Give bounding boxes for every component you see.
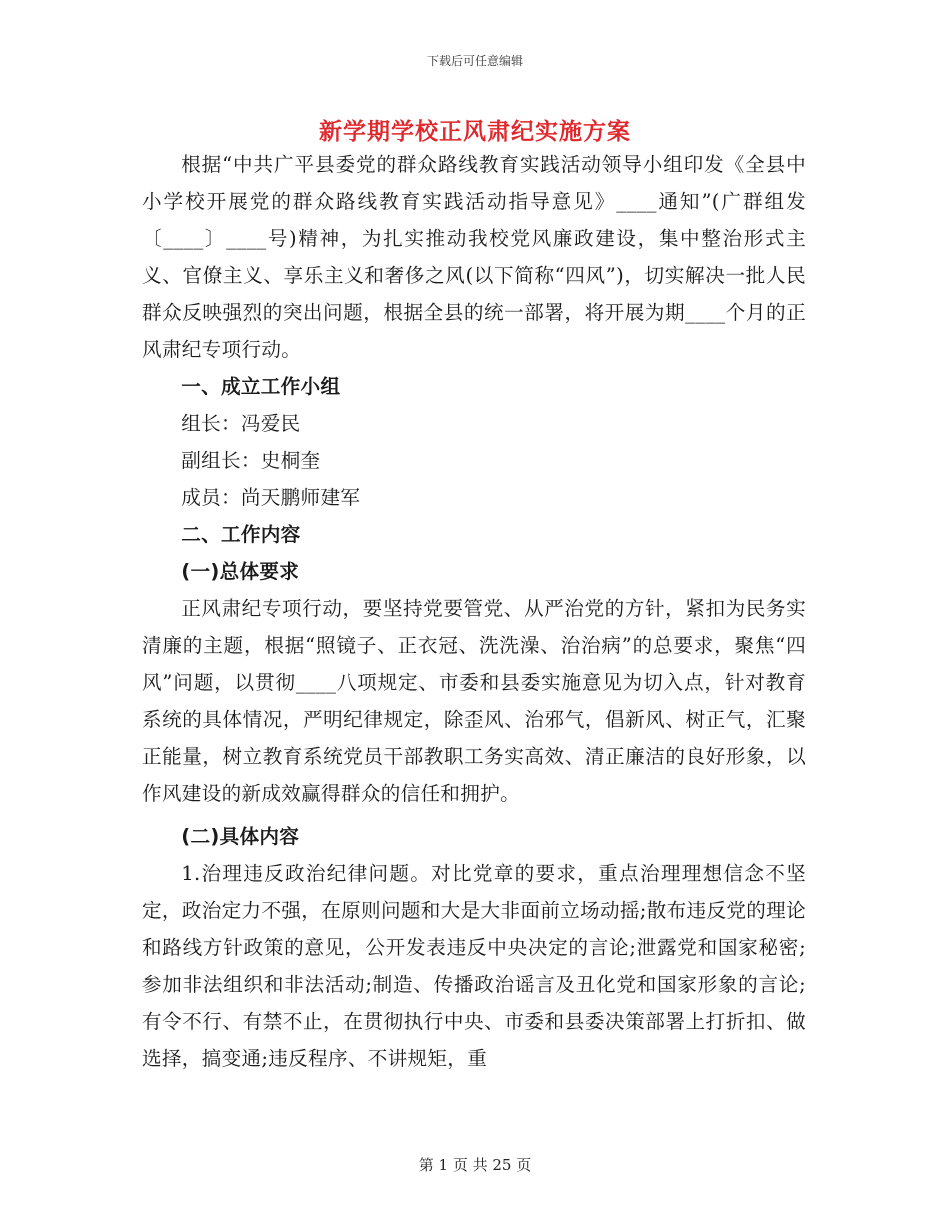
subsection-heading-2: (二)具体内容	[181, 825, 300, 848]
deputy-leader-line: 副组长：史桐奎	[181, 449, 321, 472]
document-body	[142, 146, 806, 1077]
section-heading-1: 一、成立工作小组	[181, 375, 341, 398]
page-footer: 第 1 页 共 25 页	[418, 1156, 532, 1174]
general-requirements-paragraph: 正风肃纪专项行动，要坚持党要管党、从严治党的方针，紧扣为民务实清廉的主题，根据“照镜子、正衣冠、洗洗澡、治治病”的总要求，聚焦“四风”问题，以贯彻____八项规定、市委和县委实施意见为切入点，针对教育系统的具体情况，严明纪律规定，除歪风、治邪气，倡新风、树正气，汇聚正能量，树立教育系统党员干部教职工务实高效、清正廉洁的良好形象，以作风建设的新成效赢得群众的信任和拥护。	[142, 597, 806, 805]
document-title: 新学期学校正风肃纪实施方案	[319, 119, 631, 145]
leader-line: 组长：冯爱民	[181, 412, 301, 435]
subsection-heading-1: (一)总体要求	[181, 560, 300, 583]
members-line: 成员：尚天鹏师建军	[181, 486, 361, 509]
intro-paragraph: 根据“中共广平县委党的群众路线教育实践活动领导小组印发《全县中小学校开展党的群众路线教育实践活动指导意见》____通知”(广群组发〔____〕____号)精神，为扎实推动我校党风廉政建设，集中整治形式主义、官僚主义、享乐主义和奢侈之风(以下简称“四风”)，切实解决一批人民群众反映强烈的突出问题，根据全县的统一部署，将开展为期____个月的正风肃纪专项行动。	[142, 153, 806, 361]
header-note: 下载后可任意编辑	[426, 54, 523, 68]
section-heading-2: 二、工作内容	[181, 523, 301, 546]
item-1-paragraph: 1.治理违反政治纪律问题。对比党章的要求，重点治理理想信念不坚定，政治定力不强，在原则问题和大是大非面前立场动摇;散布违反党的理论和路线方针政策的意见，公开发表违反中央决定的言论;泄露党和国家秘密;参加非法组织和非法活动;制造、传播政治谣言及丑化党和国家形象的言论;有令不行、有禁不止，在贯彻执行中央、市委和县委决策部署上打折扣、做选择，搞变通;违反程序、不讲规矩，重	[142, 862, 806, 1070]
